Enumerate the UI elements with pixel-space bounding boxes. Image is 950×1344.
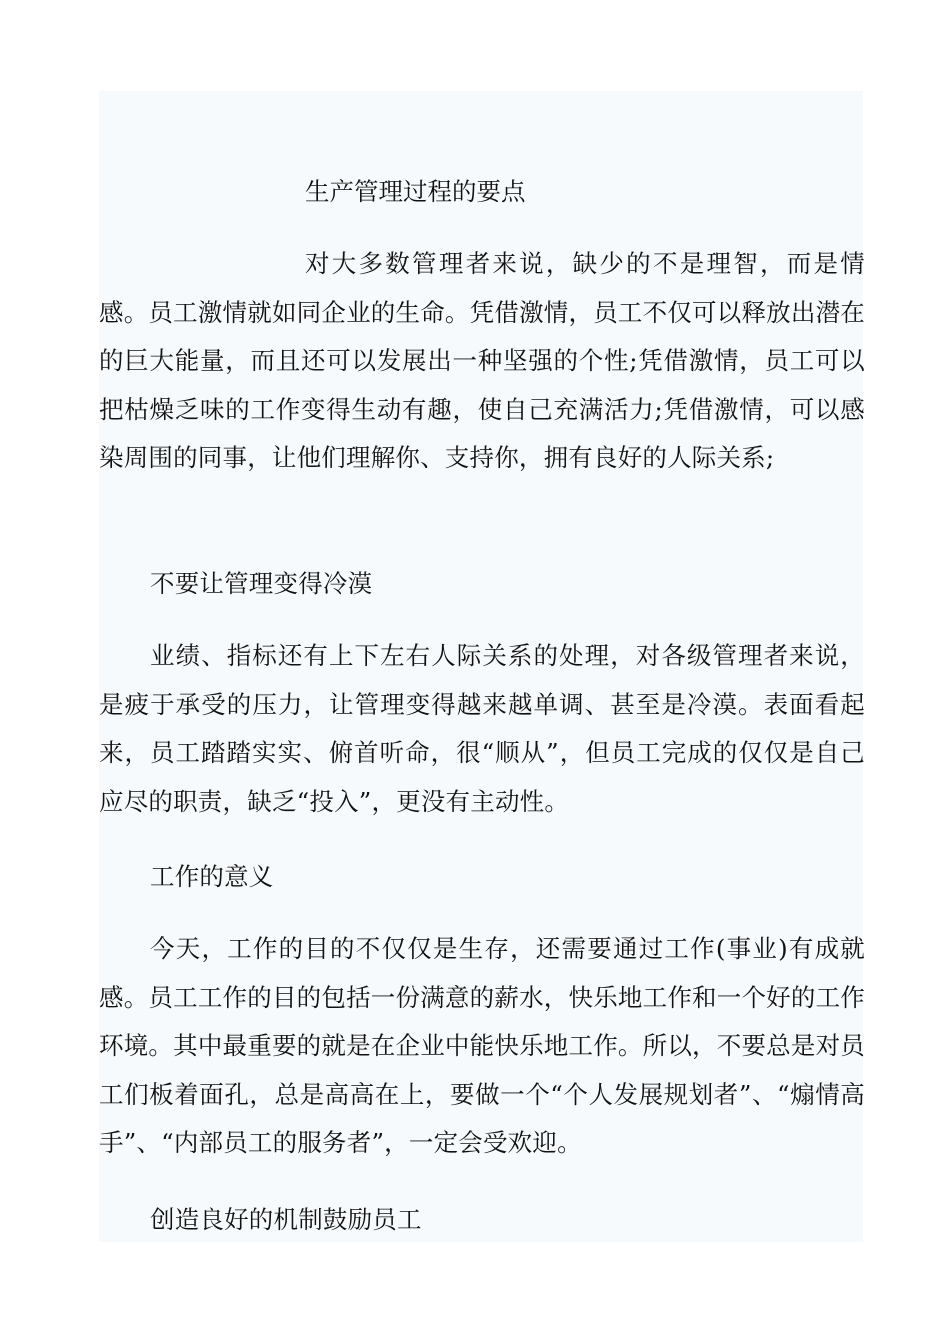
document-title: 生产管理过程的要点 (305, 177, 526, 206)
section-heading-2: 工作的意义 (150, 862, 274, 891)
section-heading-1: 不要让管理变得冷漠 (150, 569, 373, 598)
section-heading-3: 创造良好的机制鼓励员工 (150, 1205, 422, 1234)
paragraph-1: 对大多数管理者来说，缺少的不是理智，而是情感。员工激情就如同企业的生命。凭借激情，员工不仅可以释放出潜在的巨大能量，而且还可以发展出一种坚强的个性;凭借激情，员工可以把枯燥乏味的工作变得生动有趣，使自己充满活力;凭借激情，可以感染周围的同事，让他们理解你、支持你，拥有良好的人际关系; (99, 249, 865, 472)
paragraph-2: 业绩、指标还有上下左右人际关系的处理，对各级管理者来说，是疲于承受的压力，让管理变得越来越单调、甚至是冷漠。表面看起来，员工踏踏实实、俯首听命，很“顺从”，但员工完成的仅仅是自己应尽的职责，缺乏“投入”，更没有主动性。 (99, 641, 865, 816)
paragraph-3: 今天，工作的目的不仅仅是生存，还需要通过工作(事业)有成就感。员工工作的目的包括一份满意的薪水，快乐地工作和一个好的工作环境。其中最重要的就是在企业中能快乐地工作。所以，不要总是对员工们板着面孔，总是高高在上，要做一个“个人发展规划者”、“煽情高手”、“内部员工的服务者”，一定会受欢迎。 (99, 934, 865, 1157)
